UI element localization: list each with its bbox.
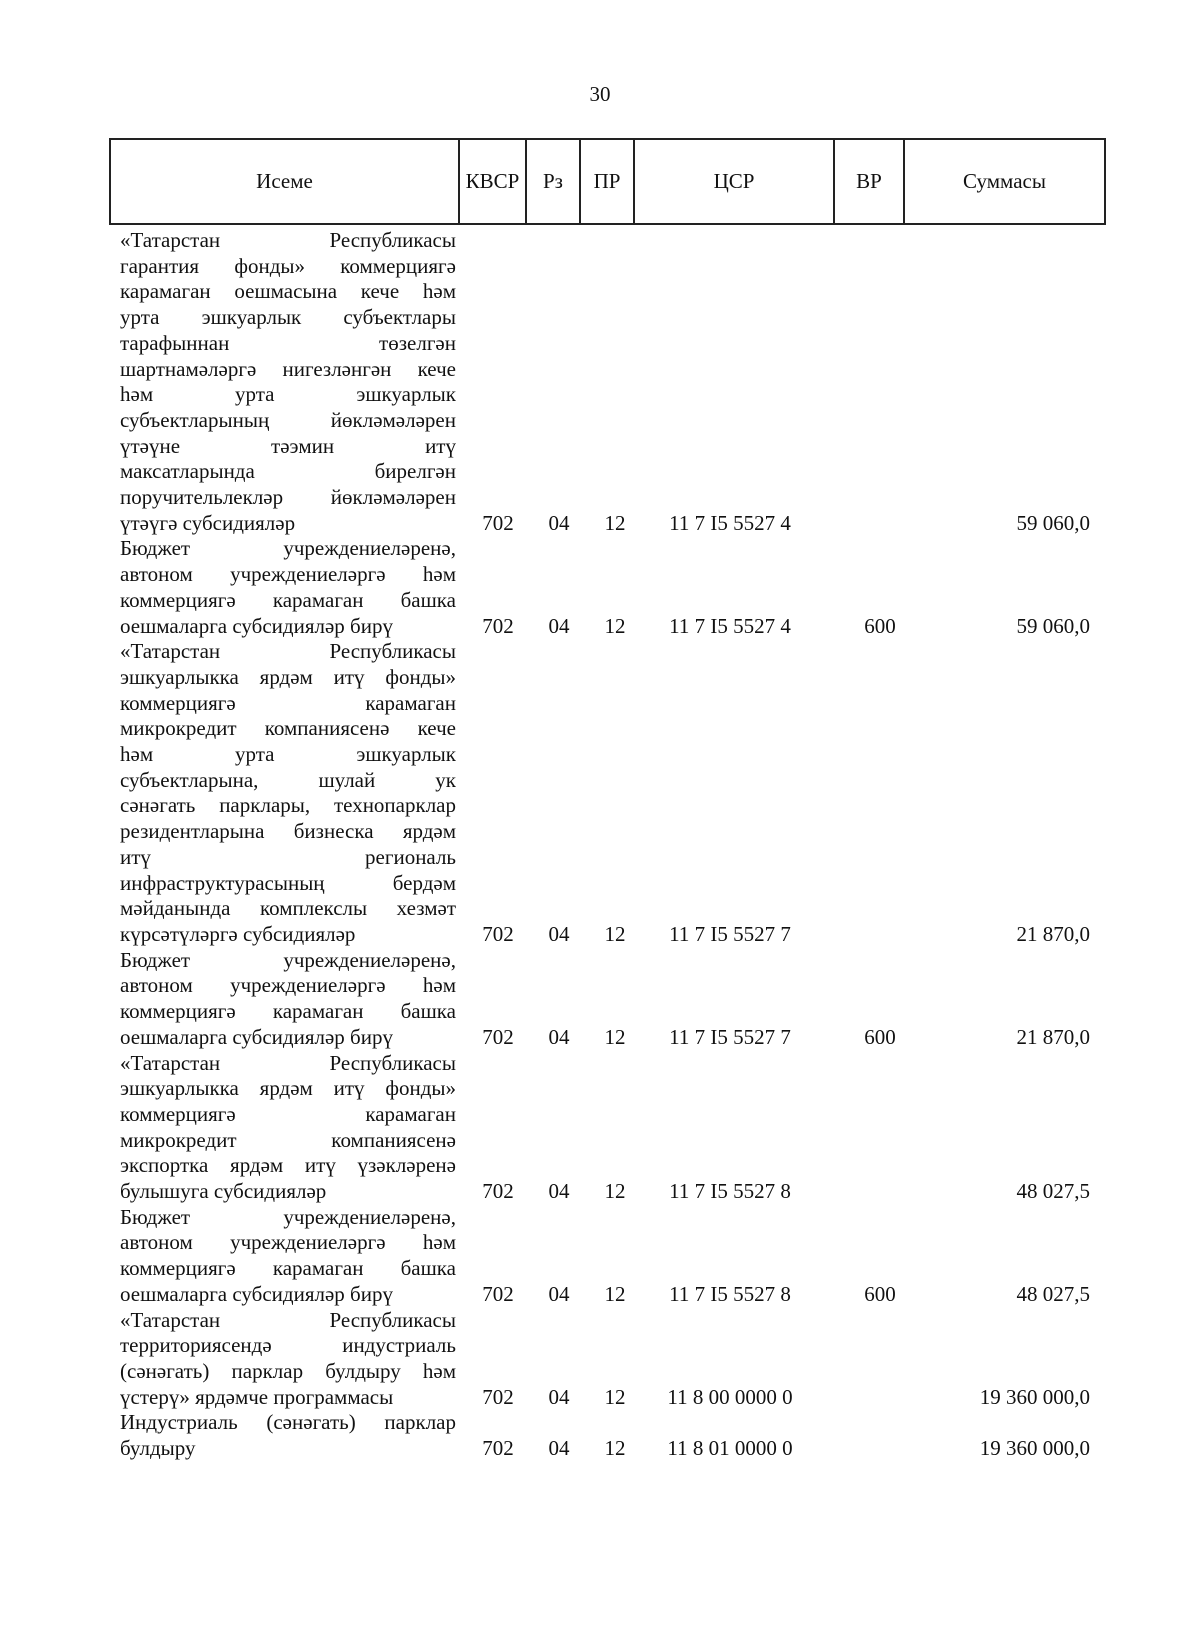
row-rz: 04 — [548, 1179, 570, 1204]
row-sum: 19 360 000,0 — [979, 1384, 1090, 1409]
row-name-line: үстерү» ярдәмче программасы — [120, 1384, 394, 1409]
row-name-line: Бюджет учреждениеләренә, — [120, 947, 456, 972]
row-sum: 48 027,5 — [1016, 1179, 1090, 1204]
row-sum: 21 870,0 — [1016, 921, 1090, 946]
row-name-line: автоном учреждениеләргә һәм — [120, 973, 456, 998]
row-kvsr: 702 — [482, 1281, 514, 1306]
row-name-line: күрсәтүләргә субсидияләр — [120, 921, 356, 946]
row-pr: 12 — [604, 1384, 626, 1409]
row-name-line: үтәүне тәэмин итү — [120, 433, 456, 458]
row-name-line: оешмаларга субсидияләр бирү — [120, 1281, 393, 1306]
row-rz: 04 — [548, 1384, 570, 1409]
row-sum: 48 027,5 — [1016, 1281, 1090, 1306]
row-name-line: карамаган оешмасына кече һәм — [120, 279, 456, 304]
row-name-line: резидентларына бизнеска ярдәм — [120, 819, 456, 844]
row-pr: 12 — [604, 510, 626, 535]
row-name-line: экспортка ярдәм итү үзәкләренә — [120, 1153, 456, 1178]
row-name-line: һәм урта эшкуарлык — [120, 382, 456, 407]
row-csr: 11 7 I5 5527 7 — [669, 1024, 791, 1049]
row-pr: 12 — [604, 1281, 626, 1306]
table-header — [109, 138, 1106, 225]
row-kvsr: 702 — [482, 1436, 514, 1461]
header-name: Исеме — [110, 139, 459, 224]
row-csr: 11 7 I5 5527 8 — [669, 1281, 791, 1306]
row-name-line: микрокредит компаниясенә кече — [120, 716, 456, 741]
row-pr: 12 — [604, 1179, 626, 1204]
row-name-line: сәнәгать парклары, технопарклар — [120, 793, 456, 818]
row-kvsr: 702 — [482, 921, 514, 946]
row-name-line: «Татарстан Республикасы — [120, 1050, 456, 1075]
row-name-line: оешмаларга субсидияләр бирү — [120, 1024, 393, 1049]
row-vr: 600 — [864, 1281, 896, 1306]
row-name — [120, 228, 456, 536]
row-name-line: эшкуарлыкка ярдәм итү фонды» — [120, 1076, 456, 1101]
row-name-line: «Татарстан Республикасы — [120, 1307, 456, 1332]
row-name-line: гарантия фонды» коммерциягә — [120, 253, 456, 278]
row-name-line: микрокредит компаниясенә — [120, 1127, 456, 1152]
table-row — [0, 1308, 1200, 1411]
row-csr: 11 7 I5 5527 4 — [669, 510, 791, 535]
table-row — [0, 1410, 1200, 1461]
row-name-line: Бюджет учреждениеләренә, — [120, 536, 456, 561]
row-name-line: субъектларына, шулай ук — [120, 767, 456, 792]
row-rz: 04 — [548, 1281, 570, 1306]
row-name-line: тарафыннан төзелгән — [120, 330, 456, 355]
row-name-line: коммерциягә карамаган башка — [120, 999, 456, 1024]
row-name — [120, 1205, 456, 1308]
row-name-line: поручительлекләр йөкләмәләрен — [120, 485, 456, 510]
row-name — [120, 948, 456, 1051]
header-vr: ВР — [834, 139, 904, 224]
table-row — [0, 1205, 1200, 1308]
row-name-line: эшкуарлыкка ярдәм итү фонды» — [120, 664, 456, 689]
row-rz: 04 — [548, 1436, 570, 1461]
row-name-line: Индустриаль (сәнәгать) парклар — [120, 1410, 456, 1435]
table-row — [0, 1051, 1200, 1205]
row-name-line: Бюджет учреждениеләренә, — [120, 1204, 456, 1229]
row-name — [120, 1308, 456, 1411]
row-name — [120, 639, 456, 947]
row-name-line: инфраструктурасының бердәм — [120, 870, 456, 895]
row-rz: 04 — [548, 921, 570, 946]
table-row — [0, 639, 1200, 947]
row-pr: 12 — [604, 1436, 626, 1461]
row-kvsr: 702 — [482, 1384, 514, 1409]
row-kvsr: 702 — [482, 1179, 514, 1204]
row-name-line: итү региональ — [120, 844, 456, 869]
row-kvsr: 702 — [482, 510, 514, 535]
row-sum: 19 360 000,0 — [979, 1436, 1090, 1461]
row-name-line: булышуга субсидияләр — [120, 1179, 327, 1204]
row-kvsr: 702 — [482, 613, 514, 638]
row-name-line: коммерциягә карамаган — [120, 1101, 456, 1126]
row-sum: 21 870,0 — [1016, 1024, 1090, 1049]
row-name-line: коммерциягә карамаган башка — [120, 1256, 456, 1281]
row-name — [120, 1410, 456, 1461]
table-row — [0, 948, 1200, 1051]
row-pr: 12 — [604, 613, 626, 638]
header-sum: Суммасы — [904, 139, 1105, 224]
row-csr: 11 7 I5 5527 4 — [669, 613, 791, 638]
row-name-line: урта эшкуарлык субъектлары — [120, 305, 456, 330]
row-name-line: коммерциягә карамаган — [120, 690, 456, 715]
header-rz: Рз — [526, 139, 580, 224]
row-name-line: «Татарстан Республикасы — [120, 228, 456, 252]
row-csr: 11 7 I5 5527 7 — [669, 921, 791, 946]
row-rz: 04 — [548, 1024, 570, 1049]
table-row — [0, 228, 1200, 536]
table-row — [0, 536, 1200, 639]
header-kvsr: КВСР — [459, 139, 526, 224]
header-csr: ЦСР — [634, 139, 834, 224]
row-name-line: үтәүгә субсидияләр — [120, 510, 296, 535]
row-csr: 11 8 00 0000 0 — [667, 1384, 793, 1409]
table-body — [0, 228, 1200, 1462]
row-name-line: шартнамәләргә нигезләнгән кече — [120, 356, 456, 381]
row-name-line: һәм урта эшкуарлык — [120, 742, 456, 767]
row-vr: 600 — [864, 1024, 896, 1049]
row-name-line: максатларында бирелгән — [120, 459, 456, 484]
row-csr: 11 8 01 0000 0 — [667, 1436, 793, 1461]
row-name-line: «Татарстан Республикасы — [120, 639, 456, 664]
row-name-line: коммерциягә карамаган башка — [120, 587, 456, 612]
row-name-line: (сәнәгать) парклар булдыру һәм — [120, 1358, 456, 1383]
row-sum: 59 060,0 — [1016, 613, 1090, 638]
row-csr: 11 7 I5 5527 8 — [669, 1179, 791, 1204]
row-kvsr: 702 — [482, 1024, 514, 1049]
row-name-line: булдыру — [120, 1436, 196, 1461]
row-pr: 12 — [604, 1024, 626, 1049]
row-rz: 04 — [548, 510, 570, 535]
row-name — [120, 1051, 456, 1205]
row-name-line: автоном учреждениеләргә һәм — [120, 1230, 456, 1255]
row-rz: 04 — [548, 613, 570, 638]
header-pr: ПР — [580, 139, 634, 224]
row-name-line: территориясендә индустриаль — [120, 1333, 456, 1358]
row-sum: 59 060,0 — [1016, 510, 1090, 535]
row-name-line: автоном учреждениеләргә һәм — [120, 562, 456, 587]
row-name-line: оешмаларга субсидияләр бирү — [120, 613, 393, 638]
row-name-line: мәйданында комплекслы хезмәт — [120, 896, 456, 921]
page-number: 30 — [589, 82, 611, 106]
row-name-line: субъектларының йөкләмәләрен — [120, 407, 456, 432]
row-pr: 12 — [604, 921, 626, 946]
row-name — [120, 536, 456, 639]
row-vr: 600 — [864, 613, 896, 638]
